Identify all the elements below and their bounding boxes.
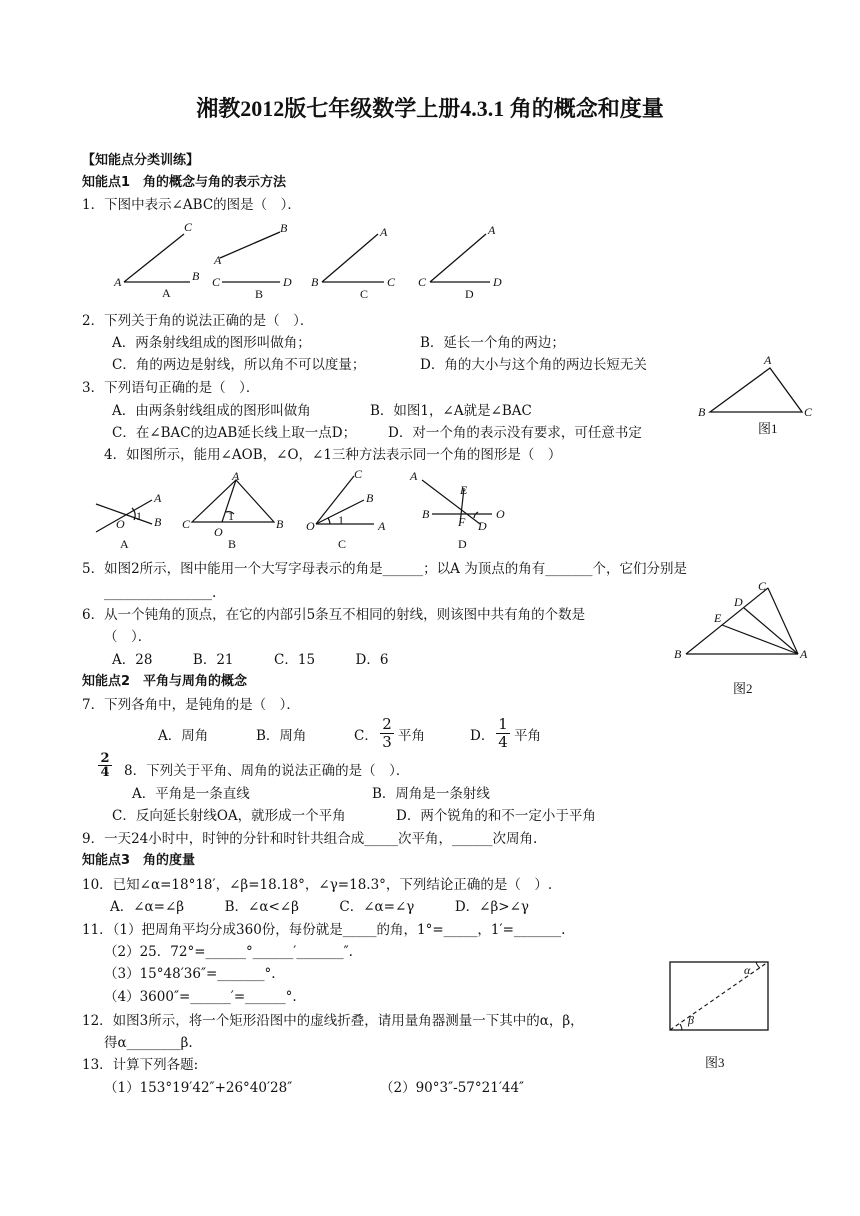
q1d-label-c: C	[418, 275, 427, 289]
question-13-part-1: （1）153°19′42″+26°40′28″	[104, 1080, 293, 1096]
fig2-label-d: D	[734, 595, 743, 609]
question-8-option-b: B．周角是一条射线	[372, 786, 490, 802]
question-7-option-c-unit: 平角	[398, 728, 425, 744]
knowledge-point-3: 知能点3 角的度量	[82, 853, 196, 868]
fig3-label-alpha: α	[744, 963, 751, 977]
q1d-ray-a	[430, 234, 486, 282]
q4b-label-o: O	[214, 525, 223, 539]
q4c-label-1: 1	[338, 513, 344, 527]
question-7-option-d-numerator: 1	[496, 716, 510, 734]
fig2-label-a: A	[800, 647, 808, 661]
question-7-option-d-prefix: D．	[470, 728, 495, 744]
q4d-label-f: F	[458, 515, 466, 529]
question-3-stem: 3．下列语句正确的是（ ）．	[82, 380, 260, 396]
question-3-option-b: B．如图1，∠A就是∠BAC	[370, 403, 532, 419]
question-2-option-d: D．角的大小与这个角的两边长短无关	[420, 357, 647, 373]
q1-option-b: B	[255, 287, 264, 301]
q1b-label-b: B	[280, 221, 288, 235]
question-2-option-b: B．延长一个角的两边；	[420, 335, 565, 351]
q4d-label-b: B	[422, 507, 430, 521]
question-8-option-c: C．反向延长射线OA，就形成一个平角	[112, 808, 346, 824]
question-6-options: A．28 B．21 C．15 D．6	[112, 652, 389, 668]
question-2-option-a: A．两条射线组成的图形叫做角；	[112, 335, 311, 351]
q4-option-d: D	[458, 537, 467, 551]
q1d-label-a: A	[488, 223, 496, 237]
q1-option-c: C	[360, 287, 369, 301]
knowledge-point-1: 知能点1 角的概念与角的表示方法	[82, 175, 287, 190]
q4d-arc	[474, 512, 478, 518]
q4a-label-1: 1	[136, 509, 142, 523]
question-7-stem: 7．下列各角中，是钝角的是（ ）．	[82, 697, 300, 713]
question-7-option-c-numerator: 2	[380, 716, 394, 734]
fig1-label-c: C	[804, 405, 813, 419]
fig1-triangle	[710, 368, 802, 412]
q1c-label-c: C	[387, 275, 396, 289]
q4b-label-c: C	[182, 517, 191, 531]
question-7-option-c-fraction	[380, 716, 394, 751]
q1b-label-a: A	[214, 253, 222, 267]
fig2-label-e: E	[714, 611, 722, 625]
fig2-segment-da	[744, 608, 798, 654]
question-8-option-d: D．两个锐角的和不一定小于平角	[396, 808, 596, 824]
fig3-alpha-arc	[756, 962, 760, 968]
page-title: 湘教2012版七年级数学上册4.3.1 角的概念和度量	[196, 96, 664, 121]
q1-option-a: A	[162, 286, 171, 300]
question-10-options: A．∠α=∠β B．∠α<∠β C．∠α=∠γ D．∠β>∠γ	[110, 899, 529, 915]
q1b-label-c: C	[212, 275, 221, 289]
question-4-stem: 4．如图所示，能用∠AOB，∠O，∠1三种方法表示同一个角的图形是（ ）	[104, 447, 562, 463]
fig3-label-beta: β	[688, 1013, 694, 1027]
q1b-label-d: D	[283, 275, 292, 289]
q4c-label-b: B	[366, 491, 374, 505]
fig2-side-bc	[686, 588, 768, 654]
fig1-label-b: B	[698, 405, 706, 419]
question-7-option-d-denominator: 4	[498, 733, 508, 751]
question-8-margin-denominator: 4	[100, 765, 110, 780]
q4-option-b: B	[228, 537, 237, 551]
q1a-label-b: B	[192, 269, 200, 283]
q4a-label-a: A	[154, 491, 162, 505]
figure-3	[666, 958, 772, 1034]
q1b-segment-ab	[220, 232, 280, 258]
question-10-stem: 10．已知∠α=18°18′，∠β=18.18°，∠γ=18.3°，下列结论正确的是（ ）.	[82, 877, 553, 893]
question-2-option-c: C．角的两边是射线，所以角不可以度量；	[112, 357, 366, 373]
question-7-option-a: A．周角	[158, 728, 209, 744]
question-1-stem: 1．下图中表示∠ABC的图是（ ）．	[82, 197, 301, 213]
q4b-label-1: 1	[228, 509, 234, 523]
question-1-figures	[100, 218, 530, 303]
question-8-margin-fraction	[98, 752, 112, 779]
q4c-label-a: A	[378, 519, 386, 533]
fig3-beta-arc	[680, 1024, 682, 1030]
q1a-label-c: C	[184, 220, 193, 234]
question-3-option-a: A．由两条射线组成的图形叫做角	[112, 403, 311, 419]
figure-2	[672, 578, 820, 668]
question-8-option-a: A．平角是一条直线	[132, 786, 250, 802]
question-9: 9．一天24小时中，时钟的分针和时针共组合成_____次平角，______次周角.	[82, 831, 538, 847]
q4d-label-e: E	[460, 483, 468, 497]
q1-option-d: D	[465, 287, 474, 301]
question-11-part-4: （4）3600″=______′=______°.	[104, 989, 297, 1005]
question-8-margin-numerator: 2	[98, 752, 112, 766]
question-12-line-2: 得α________β.	[104, 1035, 193, 1051]
q4c-arc	[328, 518, 330, 524]
figure-2-caption: 图2	[733, 681, 753, 696]
q4c-ray-c	[316, 476, 354, 524]
question-6-line-2: （ ）．	[104, 629, 152, 645]
question-5-line-1: 5．如图2所示，图中能用一个大写字母表示的角是______；以A 为顶点的角有_______个，它们分别是	[82, 561, 687, 577]
question-2-stem: 2．下列关于角的说法正确的是（ ）．	[82, 313, 314, 329]
figure-3-caption: 图3	[705, 1055, 725, 1070]
q1a-ray-c	[124, 234, 184, 282]
q1c-label-b: B	[311, 275, 319, 289]
q1c-ray-a	[322, 234, 378, 282]
question-11-part-3: （3）15°48′36″=_______°.	[104, 966, 276, 982]
question-13-stem: 13．计算下列各题:	[82, 1057, 199, 1073]
question-3-option-d: D．对一个角的表示没有要求，可任意书定	[388, 425, 642, 441]
q1c-label-a: A	[380, 225, 388, 239]
q4c-label-c: C	[354, 467, 363, 481]
section-header: 【知能点分类训练】	[82, 153, 200, 168]
question-4-figures	[88, 468, 518, 552]
question-12-line-1: 12．如图3所示，将一个矩形沿图中的虚线折叠，请用量角器测量一下其中的α，β，	[82, 1013, 584, 1029]
fig1-label-a: A	[764, 353, 772, 367]
question-7-option-c-denominator: 3	[382, 733, 392, 751]
q4d-label-a: A	[410, 469, 418, 483]
fig2-label-c: C	[758, 579, 767, 593]
q4d-label-o: O	[496, 507, 505, 521]
q4-option-a: A	[120, 537, 129, 551]
q4b-label-b: B	[276, 517, 284, 531]
question-7-option-b: B．周角	[256, 728, 307, 744]
fig3-fold-line	[670, 962, 768, 1030]
q1a-label-a: A	[114, 275, 122, 289]
question-7-option-d-fraction	[496, 716, 510, 751]
q4a-label-o: O	[116, 517, 125, 531]
question-11-part-1: 11．（1）把周角平均分成360份，每份就是_____的角，1°=_____，1′=_______.	[82, 922, 566, 938]
q4d-line-ad	[422, 480, 480, 524]
figure-1	[696, 352, 816, 422]
question-8-stem: 8．下列关于平角、周角的说法正确的是（ ）．	[124, 763, 410, 779]
q4-option-c: C	[338, 537, 347, 551]
question-3-option-c: C．在∠BAC的边AB延长线上取一点D；	[112, 425, 357, 441]
knowledge-point-2: 知能点2 平角与周角的概念	[82, 674, 248, 689]
question-7-option-d-unit: 平角	[514, 728, 541, 744]
question-7-option-c-prefix: C．	[354, 728, 378, 744]
q4d-label-d: D	[478, 519, 487, 533]
q1d-label-d: D	[493, 275, 502, 289]
q4a-label-b: B	[154, 515, 162, 529]
question-5-line-2: ________________.	[104, 585, 217, 601]
question-13-part-2: （2）90°3″-57°21′44″	[380, 1080, 525, 1096]
q4b-label-a: A	[232, 469, 240, 483]
question-11-part-2: （2）25．72°=______°______′_______″.	[104, 944, 353, 960]
fig2-label-b: B	[674, 647, 682, 661]
question-6-line-1: 6．从一个钝角的顶点，在它的内部引5条互不相同的射线，则该图中共有角的个数是	[82, 607, 586, 623]
q4c-label-o: O	[306, 519, 315, 533]
figure-1-caption: 图1	[758, 421, 778, 436]
